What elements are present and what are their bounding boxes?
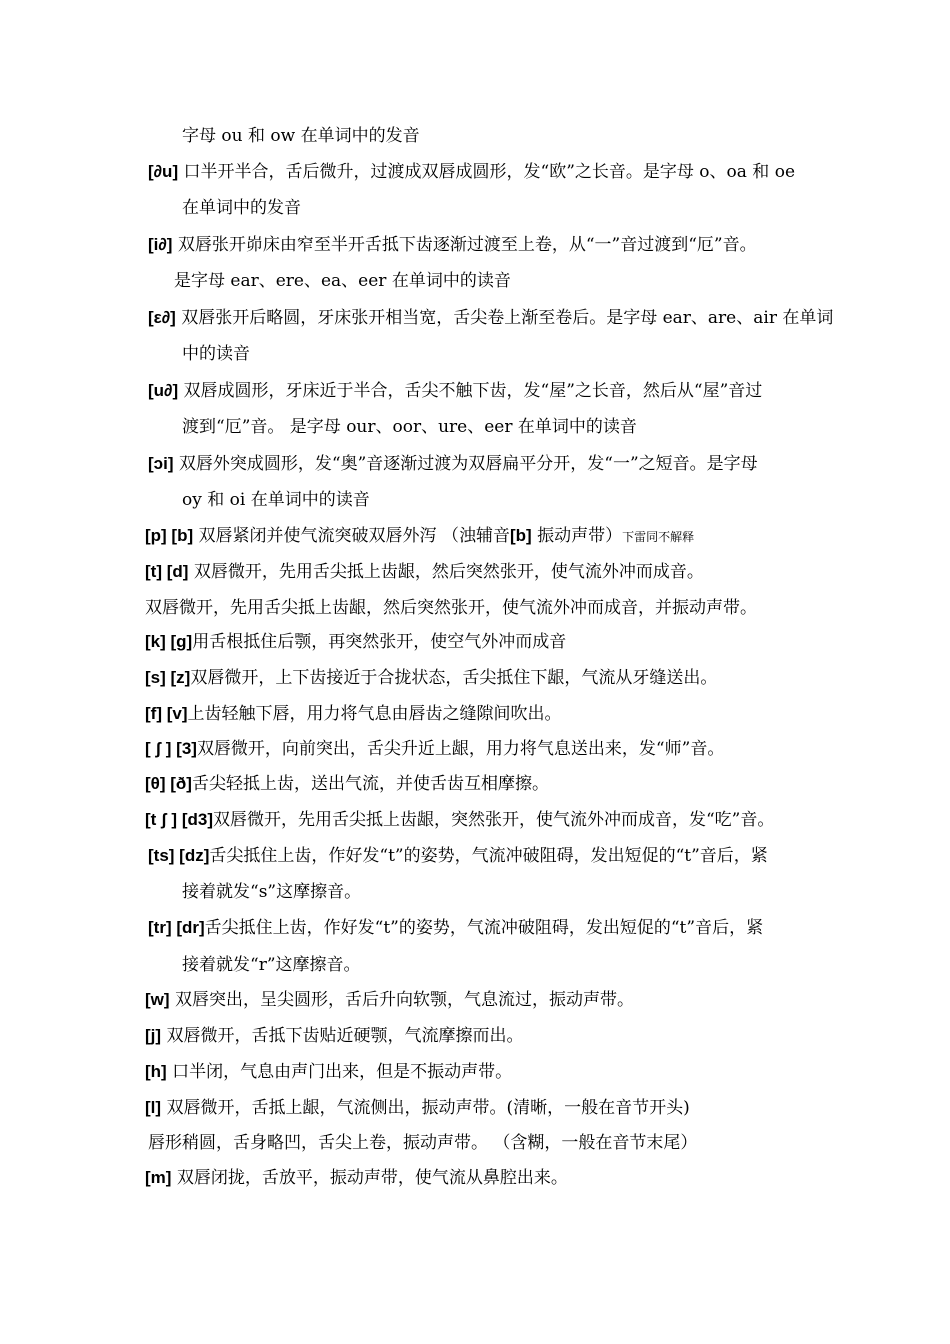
line-text: 上齿轻触下唇，用力将气息由唇齿之缝隙间吹出。 (187, 704, 562, 724)
line-text: 双唇微开，先用舌尖抵上齿龈，突然张开，使气流外冲而成音，发“吃”音。 (212, 810, 775, 830)
line-text: 口半闭，气息由声门出来，但是不振动声带。 (166, 1062, 513, 1082)
line-text: 双唇微开，向前突出，舌尖升近上龈，用力将气息送出来，发“师”音。 (196, 739, 725, 759)
text-line (182, 953, 361, 977)
line-text: 接着就发“s”这摩擦音。 (182, 882, 362, 902)
phoneme-symbol: [t ʃ ] [d3] (145, 810, 213, 829)
phoneme-entry (145, 1060, 512, 1084)
phoneme-entry (145, 1096, 690, 1120)
line-text: 双唇成圆形，牙床近于半合，舌尖不触下齿，发“屋”之长音，然后从“屋”音过 (178, 381, 763, 401)
phoneme-symbol: [ ʃ ] [3] (145, 739, 197, 758)
phoneme-entry (145, 737, 724, 761)
phoneme-symbol: [f] [v] (145, 704, 188, 723)
line-text: 双唇张开后略圆，牙床张开相当宽，舌尖卷上渐至卷后。是字母 ear、are、air 在单词 (175, 308, 834, 328)
phoneme-entry (145, 1024, 523, 1048)
phoneme-entry (145, 1166, 568, 1190)
line-text: 在单词中的发音 (182, 198, 301, 218)
line-text: 中的读音 (182, 344, 250, 364)
phoneme-entry (148, 160, 795, 184)
line-text: 唇形稍圆，舌身略凹，舌尖上卷，振动声带。 （含糊，一般在音节末尾） (148, 1133, 698, 1153)
line-text: 字母 ou 和 ow 在单词中的发音 (182, 126, 420, 146)
phoneme-symbol: [l] (145, 1098, 162, 1117)
line-text: 双唇微开，舌抵下齿贴近硬颚，气流摩擦而出。 (161, 1026, 524, 1046)
phoneme-symbol: [ts] [dz] (148, 846, 210, 865)
line-text: 接着就发“r”这摩擦音。 (182, 955, 361, 975)
text-line (148, 1131, 697, 1155)
line-text: 双唇微开，舌抵上龈，气流侧出，振动声带。(清晰，一般在音节开头) (161, 1098, 690, 1118)
line-text: 双唇张开峁床由窄至半开舌抵下齿逐渐过渡至上卷，从“一”音过渡到“厄”音。 (172, 235, 757, 255)
text-line (182, 415, 637, 439)
phoneme-symbol: [ɔi] (148, 454, 174, 473)
phoneme-symbol: [ε∂] (148, 308, 176, 327)
line-text: 双唇微开，先用舌尖抵上齿龈，然后突然张开，使气流外冲而成音，并振动声带。 (145, 598, 757, 618)
phoneme-symbol: [w] (145, 990, 170, 1009)
line-text: 是字母 ear、ere、ea、eer 在单词中的读音 (174, 271, 511, 291)
line-text: oy 和 oi 在单词中的读音 (182, 490, 370, 510)
phoneme-symbol: [m] (145, 1168, 172, 1187)
phoneme-symbol: [s] [z] (145, 668, 191, 687)
text-line (174, 269, 511, 293)
phoneme-symbol: [u∂] (148, 381, 179, 400)
phoneme-symbol: [k] [g] (145, 632, 193, 651)
line-text: 口半开半合，舌后微升，过渡成双唇成圆形，发“欧”之长音。是字母 o、oa 和 oe (178, 162, 796, 182)
line-text: 舌尖轻抵上齿，送出气流，并使舌齿互相摩擦。 (191, 774, 549, 794)
line-text: 双唇微开，先用舌尖抵上齿龈，然后突然张开，使气流外冲而成音。 (188, 562, 704, 582)
phoneme-entry (145, 988, 634, 1012)
phoneme-symbol: [∂u] (148, 162, 179, 181)
phoneme-entry (148, 306, 833, 330)
line-text: 双唇闭拢，舌放平，振动声带，使气流从鼻腔出来。 (171, 1168, 568, 1188)
line-text: 舌尖抵住上齿，作好发“t”的姿势，气流冲破阻碍，发出短促的“t”音后，紧 (204, 918, 764, 938)
phoneme-entry (148, 844, 768, 868)
phoneme-entry (145, 808, 774, 832)
line-text: 振动声带） (531, 526, 623, 546)
phoneme-symbol: [p] [b] (145, 526, 194, 545)
phoneme-symbol: [h] (145, 1062, 167, 1081)
phoneme-symbol: [j] (145, 1026, 162, 1045)
text-line (145, 596, 757, 620)
text-line (182, 488, 370, 512)
phoneme-symbol: [t] [d] (145, 562, 189, 581)
line-text: 双唇微开，上下齿接近于合拢状态，舌尖抵住下龈，气流从牙缝送出。 (190, 668, 718, 688)
line-text: 双唇紧闭并使气流突破双唇外泻 （浊辅音 (193, 526, 510, 546)
phoneme-entry (145, 630, 566, 654)
phoneme-entry (145, 772, 549, 796)
phoneme-symbol: [θ] [ð] (145, 774, 192, 793)
line-text: 双唇突出，呈尖圆形，舌后升向软颚，气息流过，振动声带。 (169, 990, 634, 1010)
text-line (182, 880, 361, 904)
phoneme-entry (148, 233, 757, 257)
side-note: 下雷同不解释 (622, 530, 695, 544)
phoneme-entry (148, 452, 758, 476)
phoneme-entry (145, 702, 561, 726)
phoneme-entry (145, 524, 694, 549)
phoneme-entry (145, 666, 717, 690)
phoneme-entry (148, 379, 762, 403)
line-text: 渡到“厄”音。 是字母 our、oor、ure、eer 在单词中的读音 (182, 417, 637, 437)
line-text: 用舌根抵住后颚，再突然张开，使空气外冲而成音 (192, 632, 567, 652)
phoneme-symbol: [tr] [dr] (148, 918, 205, 937)
phoneme-symbol: [b] (509, 526, 532, 545)
text-line (182, 196, 301, 220)
text-line (182, 342, 250, 366)
text-line (182, 124, 420, 148)
line-text: 双唇外突成圆形，发“奥”音逐渐过渡为双唇扁平分开，发“一”之短音。是字母 (173, 454, 758, 474)
phoneme-entry (148, 916, 763, 940)
phoneme-symbol: [i∂] (148, 235, 173, 254)
phoneme-entry (145, 560, 704, 584)
line-text: 舌尖抵住上齿，作好发“t”的姿势，气流冲破阻碍，发出短促的“t”音后，紧 (209, 846, 768, 866)
